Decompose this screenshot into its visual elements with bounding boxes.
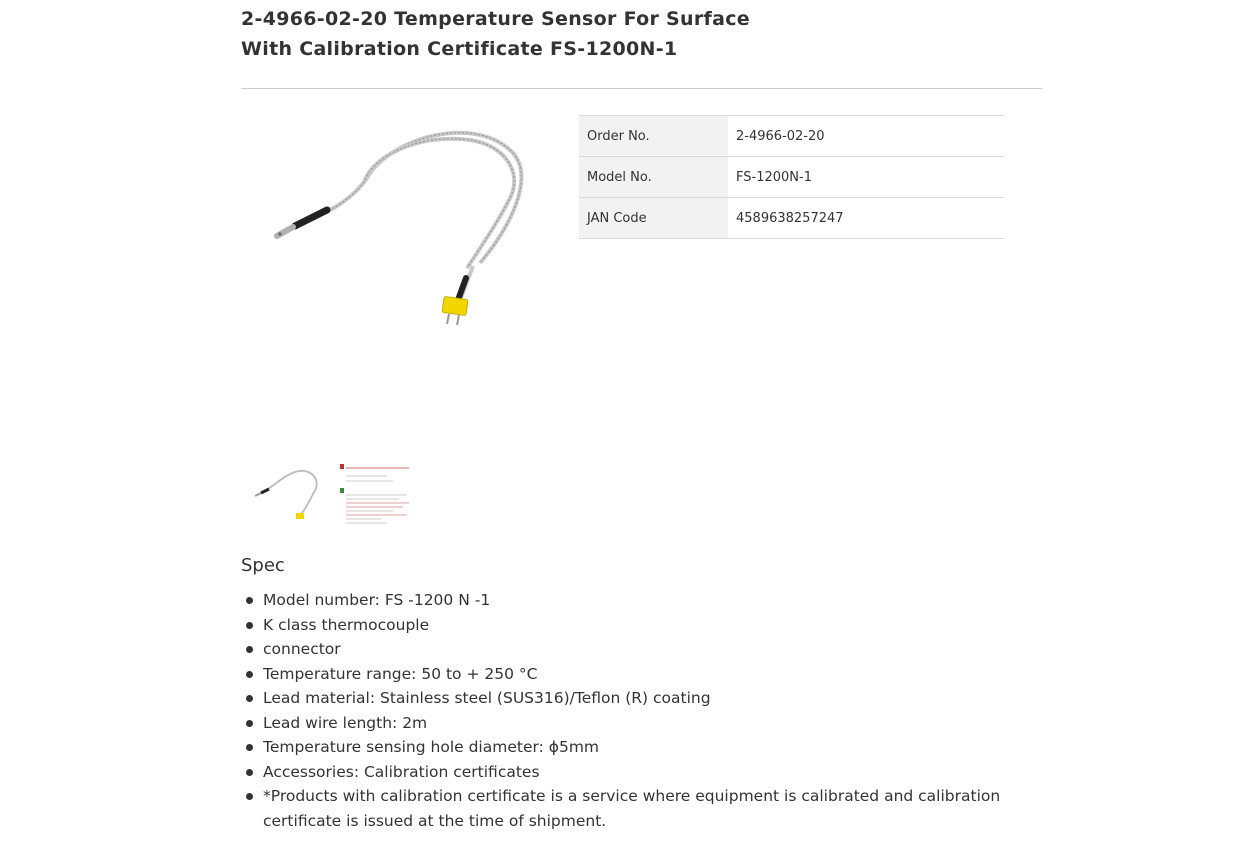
bullet-icon xyxy=(246,793,253,800)
order-no-value: 2-4966-02-20 xyxy=(728,116,1004,157)
list-item xyxy=(241,711,1001,736)
title-divider xyxy=(241,88,1042,89)
bullet-icon xyxy=(246,695,253,702)
thumbnail-certificate[interactable] xyxy=(337,462,415,526)
jan-code-value: 4589638257247 xyxy=(728,198,1004,239)
bullet-icon xyxy=(246,671,253,678)
spec-item-text: Lead wire length: 2m xyxy=(263,713,428,732)
model-no-label: Model No. xyxy=(579,157,728,198)
list-item xyxy=(241,686,1001,711)
bullet-icon xyxy=(246,769,253,776)
table-row xyxy=(579,116,1004,157)
product-title-line-2: With Calibration Certificate FS-1200N-1 xyxy=(241,38,678,60)
spec-item-text: Temperature sensing hole diameter: ϕ5mm xyxy=(263,738,600,756)
spec-item-text: K class thermocouple xyxy=(263,615,430,634)
spec-item-text: Temperature range: 50 to + 250 °C xyxy=(263,664,538,683)
list-item xyxy=(241,662,1001,687)
table-row xyxy=(579,198,1004,239)
list-item xyxy=(241,760,1001,785)
model-no-value: FS-1200N-1 xyxy=(728,157,1004,198)
list-item xyxy=(241,735,1001,760)
list-item xyxy=(241,784,1001,833)
spec-item-text: Accessories: Calibration certificates xyxy=(263,762,540,781)
spec-item-text: Model number: FS -1200 N -1 xyxy=(263,591,491,609)
spec-item-text: Lead material: Stainless steel (SUS316)/Teflon (R) coating xyxy=(263,689,711,707)
spec-heading: Spec xyxy=(241,555,285,576)
bullet-icon xyxy=(246,720,253,727)
product-info-table xyxy=(579,115,1004,239)
list-item xyxy=(241,613,1001,638)
table-row xyxy=(579,157,1004,198)
product-main-image xyxy=(255,118,537,348)
bullet-icon xyxy=(246,744,253,751)
spec-list xyxy=(241,588,1001,833)
spec-item-text: connector xyxy=(263,640,341,658)
bullet-icon xyxy=(246,597,253,604)
order-no-label: Order No. xyxy=(579,116,728,157)
bullet-icon xyxy=(246,646,253,653)
list-item xyxy=(241,637,1001,662)
list-item xyxy=(241,588,1001,613)
product-title xyxy=(241,4,841,64)
spec-item-text: *Products with calibration certificate is a service where equipment is calibrated and calibration certificate is issued at the time of shipment. xyxy=(263,787,1001,830)
jan-code-label: JAN Code xyxy=(579,198,728,239)
product-title-line-1: 2-4966-02-20 Temperature Sensor For Surface xyxy=(241,8,750,30)
bullet-icon xyxy=(246,622,253,629)
thumbnail-sensor[interactable] xyxy=(249,462,327,526)
